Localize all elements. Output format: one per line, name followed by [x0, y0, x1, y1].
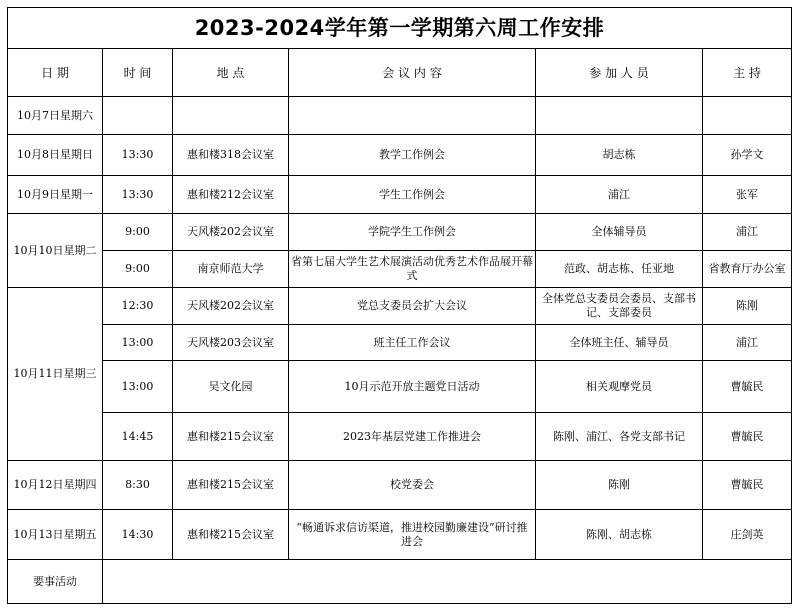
time-cell: 9:00: [103, 251, 173, 288]
table-row: [8, 413, 792, 461]
place-cell: 南京师范大学: [173, 251, 289, 288]
participants-cell: 浦江: [536, 176, 703, 214]
table-row: [8, 510, 792, 560]
content-cell: 10月示范开放主题党日活动: [289, 361, 536, 413]
participants-cell: 范政、胡志栋、任亚地: [536, 251, 703, 288]
participants-cell: 陈刚、胡志栋: [536, 510, 703, 560]
table-row: [8, 325, 792, 361]
participants-cell: 相关观摩党员: [536, 361, 703, 413]
important-events-label: 要事活动: [8, 560, 103, 604]
place-cell: 吴文化园: [173, 361, 289, 413]
table-row: [8, 176, 792, 214]
time-cell: 14:45: [103, 413, 173, 461]
date-cell: 10月9日星期一: [8, 176, 103, 214]
date-cell: 10月8日星期日: [8, 135, 103, 176]
table-row: [8, 361, 792, 413]
content-cell: 校党委会: [289, 461, 536, 510]
time-cell: 14:30: [103, 510, 173, 560]
host-cell: 浦江: [703, 325, 792, 361]
date-cell: 10月12日星期四: [8, 461, 103, 510]
schedule-sheet: [7, 7, 792, 604]
time-cell: 12:30: [103, 288, 173, 325]
content-cell: 党总支委员会扩大会议: [289, 288, 536, 325]
table-row: [8, 97, 792, 135]
place-cell: [173, 97, 289, 135]
table-row: [8, 214, 792, 251]
content-cell: 省第七届大学生艺术展演活动优秀艺术作品展开幕式: [289, 251, 536, 288]
time-cell: 13:30: [103, 176, 173, 214]
host-cell: 曹毓民: [703, 361, 792, 413]
participants-cell: 陈刚、浦江、各党支部书记: [536, 413, 703, 461]
participants-cell: 全体党总支委员会委员、支部书记、支部委员: [536, 288, 703, 325]
table-row: [8, 135, 792, 176]
header-time: 时 间: [103, 49, 173, 97]
place-cell: 惠和楼215会议室: [173, 510, 289, 560]
content-cell: 教学工作例会: [289, 135, 536, 176]
time-cell: 13:30: [103, 135, 173, 176]
content-cell: “畅通诉求信访渠道，推进校园勤廉建设”研讨推进会: [289, 510, 536, 560]
place-cell: 惠和楼212会议室: [173, 176, 289, 214]
date-cell: 10月13日星期五: [8, 510, 103, 560]
important-events-content: [103, 560, 792, 604]
table-row: [8, 251, 792, 288]
place-cell: 天风楼202会议室: [173, 288, 289, 325]
time-cell: 8:30: [103, 461, 173, 510]
host-cell: 省教育厅办公室: [703, 251, 792, 288]
time-cell: 13:00: [103, 325, 173, 361]
host-cell: 孙学文: [703, 135, 792, 176]
important-events-row: [8, 560, 792, 604]
participants-cell: 全体班主任、辅导员: [536, 325, 703, 361]
header-host: 主 持: [703, 49, 792, 97]
host-cell: [703, 97, 792, 135]
host-cell: 庄剑英: [703, 510, 792, 560]
header-row: [8, 49, 792, 97]
place-cell: 惠和楼318会议室: [173, 135, 289, 176]
place-cell: 惠和楼215会议室: [173, 413, 289, 461]
date-cell: 10月10日星期二: [8, 214, 103, 288]
date-cell: 10月7日星期六: [8, 97, 103, 135]
participants-cell: 全体辅导员: [536, 214, 703, 251]
schedule-table: [7, 7, 792, 604]
table-row: [8, 461, 792, 510]
participants-cell: 陈刚: [536, 461, 703, 510]
page-title: 2023-2024学年第一学期第六周工作安排: [8, 8, 792, 49]
participants-cell: [536, 97, 703, 135]
host-cell: 陈刚: [703, 288, 792, 325]
time-cell: [103, 97, 173, 135]
date-cell: 10月11日星期三: [8, 288, 103, 461]
time-cell: 9:00: [103, 214, 173, 251]
host-cell: 张军: [703, 176, 792, 214]
content-cell: 班主任工作会议: [289, 325, 536, 361]
place-cell: 天风楼203会议室: [173, 325, 289, 361]
header-participants: 参 加 人 员: [536, 49, 703, 97]
header-place: 地 点: [173, 49, 289, 97]
schedule-body: [8, 97, 792, 604]
host-cell: 浦江: [703, 214, 792, 251]
time-cell: 13:00: [103, 361, 173, 413]
content-cell: 2023年基层党建工作推进会: [289, 413, 536, 461]
table-row: [8, 288, 792, 325]
content-cell: [289, 97, 536, 135]
content-cell: 学生工作例会: [289, 176, 536, 214]
host-cell: 曹毓民: [703, 413, 792, 461]
participants-cell: 胡志栋: [536, 135, 703, 176]
place-cell: 天风楼202会议室: [173, 214, 289, 251]
content-cell: 学院学生工作例会: [289, 214, 536, 251]
host-cell: 曹毓民: [703, 461, 792, 510]
header-date: 日 期: [8, 49, 103, 97]
place-cell: 惠和楼215会议室: [173, 461, 289, 510]
header-content: 会 议 内 容: [289, 49, 536, 97]
